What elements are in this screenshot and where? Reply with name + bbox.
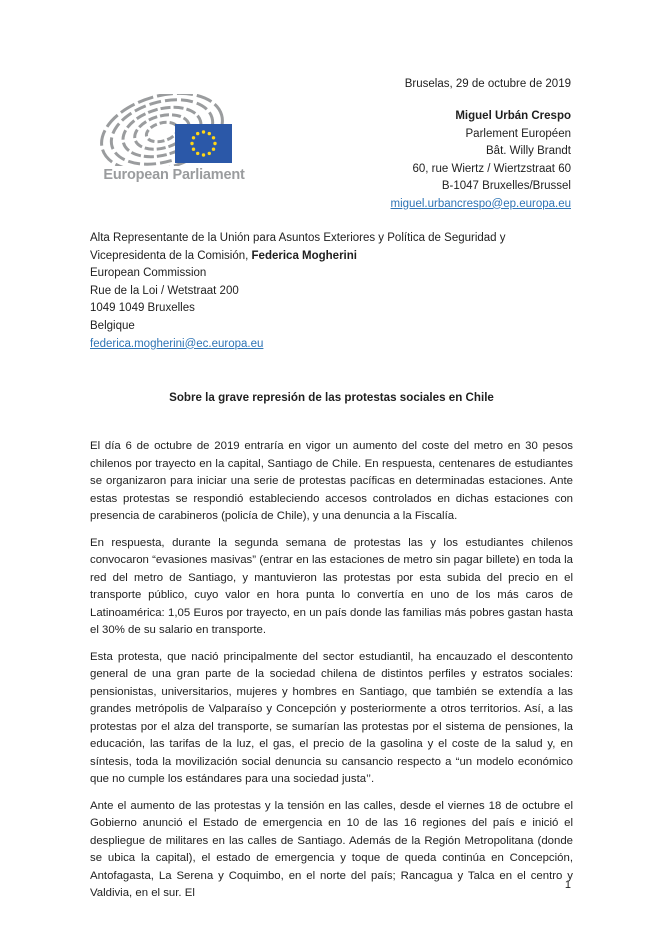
recipient-address-line: Belgique — [90, 319, 135, 332]
sender-address — [391, 126, 571, 196]
recipient-name: Federica Mogherini — [251, 249, 357, 262]
recipient-address-line: Rue de la Loi / Wetstraat 200 — [90, 284, 239, 297]
sender-name: Miguel Urbán Crespo — [455, 110, 571, 122]
date-line: Bruselas, 29 de octubre de 2019 — [404, 78, 571, 90]
european-parliament-logo — [96, 94, 252, 183]
subject-line: Sobre la grave represión de las protestas sociales en Chile — [169, 391, 494, 404]
recipient-email-row — [90, 336, 506, 354]
recipient-title-line1: Alta Representante de la Unión para Asuntos Exteriores y Política de Seguridad y — [90, 232, 506, 244]
sender-address-line: Bât. Willy Brandt — [486, 145, 571, 157]
recipient-address — [90, 265, 506, 335]
recipient-title-prefix: Vicepresidenta de la Comisión, — [90, 249, 252, 262]
hemicycle-icon — [96, 94, 252, 166]
sender-address-line: 60, rue Wiertz / Wiertzstraat 60 — [412, 162, 571, 175]
recipient-email-link[interactable]: federica.mogherini@ec.europa.eu — [90, 337, 264, 350]
logo-caption: European Parliament — [103, 167, 245, 183]
eu-flag-icon — [175, 124, 232, 163]
recipient-address-line: 1049 1049 Bruxelles — [90, 302, 195, 315]
sender-address-line: B-1047 Bruxelles/Brussel — [441, 180, 571, 192]
recipient-address-line: European Commission — [90, 267, 207, 280]
body-paragraph: Esta protesta, que nació principalmente del sector estudiantil, ha encauzado el descontento general de una gran parte de la sociedad chilena de distintos perfiles y estratos sociales: pensionistas, universitarios, mujeres y hombres en Santiago, que también se extendía a las grandes metrópolis de Valparaíso y Concepción y posteriormente a otros territorios. Así, a las protestas por el alza del transporte, se sumarían las protestas por el sistema de pensiones, la educación, las tarifas de la luz, el gas, el precio de la gasolina y el coste de la salud y, en síntesis, toda la movilización social denuncia su cansancio respecto a “un modelo económico que no cumple los estándares para una sociedad justa’’. — [90, 650, 573, 785]
sender-block — [391, 108, 571, 213]
recipient-block — [90, 230, 506, 353]
sender-email-link[interactable]: miguel.urbancrespo@ep.europa.eu — [390, 197, 571, 210]
body-paragraph: En respuesta, durante la segunda semana de protestas las y los estudiantes chilenos convocaron “evasiones masivas” (entrar en las estaciones de metro sin pagar billete) en toda la red del metro de Santiago, y mantuvieron las protestas por esta subida del precio en el transporte público, cuyo valor en hora punta lo convertía en uno de los más caros de Latinoamérica: 1,05 Euros por trayecto, en un país donde las familias más pobres gastan hasta el 30% de su salario en transporte. — [90, 536, 573, 636]
body-paragraph: Ante el aumento de las protestas y la tensión en las calles, desde el viernes 18 de octubre el Gobierno anunció el Estado de emergencia en 10 de las 16 regiones del país e inició el despliegue de militares en las calles de Santiago. Además de la Región Metropolitana (donde se ubica la capital), el estado de emergencia y toque de queda continúa en Concepción, Antofagasta, La Serena y Coquimbo, en el norte del país; Rancagua y Talca en el centro y Valdivia, en el sur. El — [90, 799, 573, 899]
body-paragraph: El día 6 de octubre de 2019 entraría en vigor un aumento del coste del metro en 30 pesos chilenos por trayecto en la capital, Santiago de Chile. En respuesta, centenares de estudiantes se organizaron para iniciar una serie de protestas pacíficas en determinadas estaciones. Ante estas protestas se respondió estableciendo accesos controlados en dichas estaciones con presencia de carabineros (policía de Chile), y una denuncia a la Fiscalía. — [90, 440, 573, 522]
sender-address-line: Parlement Européen — [465, 127, 571, 140]
page-number: 1 — [564, 879, 571, 891]
recipient-title-line2 — [90, 248, 506, 266]
sender-email-row — [391, 196, 571, 214]
letter-body — [90, 438, 573, 912]
